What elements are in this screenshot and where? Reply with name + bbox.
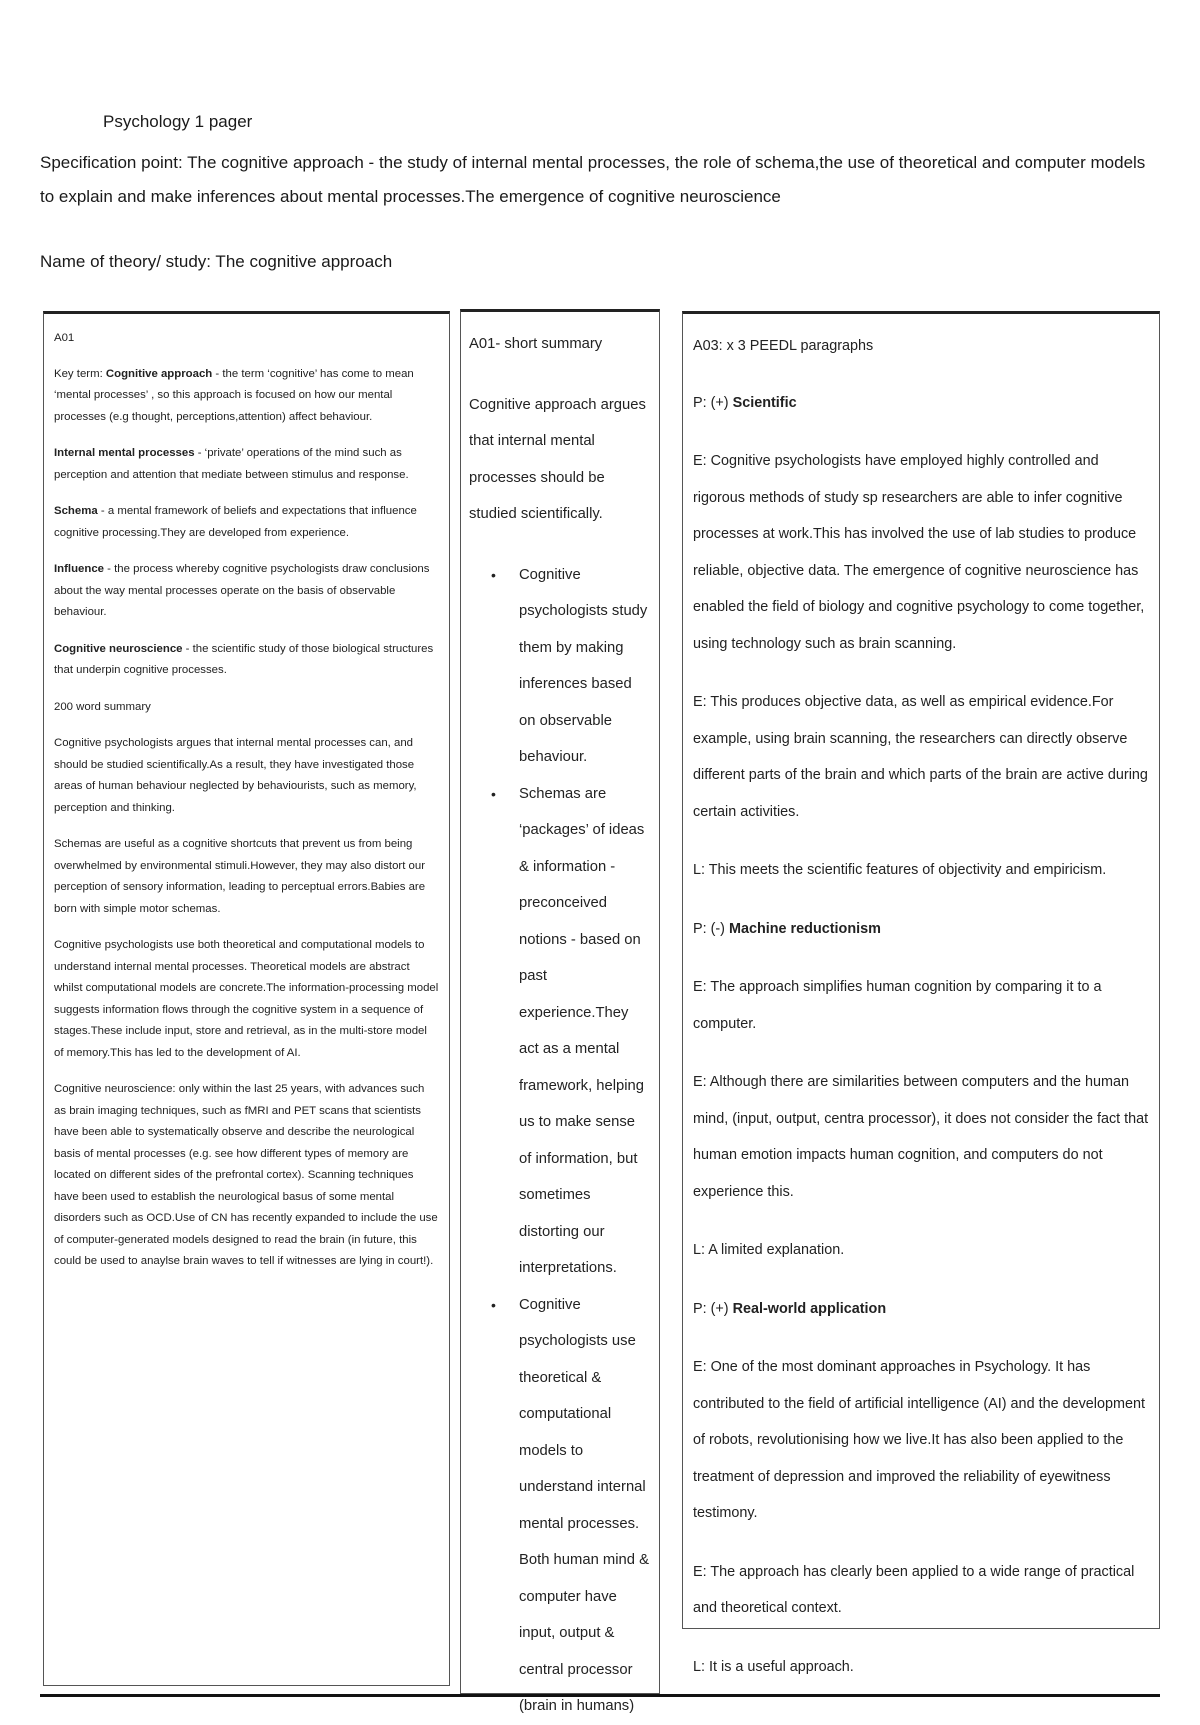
list-item <box>469 557 651 776</box>
short-summary-intro: Cognitive approach argues that internal mental processes should be studied scientifically. <box>469 396 646 522</box>
key-term-name: Schema <box>54 505 98 517</box>
key-term-cognitive-approach <box>54 364 439 429</box>
point-label: P: (-) <box>693 920 729 937</box>
bullet-icon: • <box>491 1296 496 1313</box>
key-term-name: Influence <box>54 563 105 575</box>
ao1-column <box>43 311 450 1686</box>
point-label: P: (+) <box>693 394 733 411</box>
key-term-internal-mental-processes <box>54 443 439 486</box>
key-term-influence <box>54 559 439 624</box>
summary-paragraph: Schemas are useful as a cognitive shortcuts that prevent us from being overwhelmed by environmental stimuli.However, they may also distort our perception of sensory information, leading to perceptual errors.Babies are born with simple motor schemas. <box>54 838 426 915</box>
short-summary-heading: A01- short summary <box>469 336 603 352</box>
list-item-text: Schemas are ‘packages’ of ideas & information - preconceived notions - based on past experience.They act as a mental framework, helping us to make sense of information, but sometimes distorting our interpretations. <box>519 785 645 1276</box>
summary-paragraph: Cognitive psychologists argues that internal mental processes can, and should be studied scientifically.As a result, they have investigated those areas of human behaviour neglected by behaviourists, such as memory, perception and thinking. <box>54 737 417 814</box>
explanation-paragraph: E: The approach has clearly been applied to a wide range of practical and theoretical context. <box>693 1563 1135 1616</box>
key-term-label: Key term: <box>54 367 106 380</box>
evidence-paragraph: E: The approach simplifies human cognition by comparing it to a computer. <box>693 979 1102 1032</box>
evidence-paragraph: E: One of the most dominant approaches in Psychology. It has contributed to the field of artificial intelligence (AI) and the development of robots, revolutionising how we live.It has also been applied to the treatment of depression and improved the reliability of eyewitness testimony. <box>693 1359 1145 1521</box>
link-paragraph: L: It is a useful approach. <box>693 1658 854 1675</box>
ao1-short-summary-column <box>460 309 660 1714</box>
list-item-text: Cognitive psychologists use theoretical & computational models to understand internal mental processes. Both human mind & computer have input, output & central processor (brain in humans) <box>519 1296 649 1714</box>
specification-point: Specification point: The cognitive approach - the study of internal mental processes, the role of schema,the use of theoretical and computer models to explain and make inferences about mental processes.The emergence of cognitive neuroscience <box>40 153 1146 206</box>
point-title: Scientific <box>732 394 797 411</box>
list-item <box>469 776 651 1287</box>
key-term-name: Internal mental processes <box>54 447 195 459</box>
bullet-icon: • <box>491 566 496 583</box>
point-heading <box>693 1291 1149 1328</box>
key-term-name: Cognitive neuroscience <box>54 642 183 655</box>
list-item <box>469 1287 651 1725</box>
list-item-text: Cognitive psychologists study them by making inferences based on observable behaviour. <box>519 566 648 765</box>
point-label: P: (+) <box>693 1300 733 1317</box>
point-heading <box>693 911 1149 948</box>
summary-paragraph: Cognitive neuroscience: only within the last 25 years, with advances such as brain imaging techniques, such as fMRI and PET scans that scientists have been able to systematically observe and describe the neurological basis of mental processes (e.g. see how different types of memory are located on different sides of the prefrontal cortex). Scanning techniques have been used to establish the neurological basus of some mental disorders such as OCD.Use of CN has recently expanded to include the use of computer-generated models designed to read the brain (in future, this could be used to anaylse brain waves to tell if witnesses are lying in court!). <box>54 1083 438 1267</box>
key-term-text: - a mental framework of beliefs and expectations that influence cognitive processing.They are developed from experience. <box>54 505 417 539</box>
bottom-divider <box>40 1694 1160 1697</box>
short-summary-list <box>469 557 651 1725</box>
key-term-text: - the process whereby cognitive psychologists draw conclusions about the way mental processes operate on the basis of observable behaviour. <box>54 563 430 618</box>
ao3-heading: A03: x 3 PEEDL paragraphs <box>693 338 874 354</box>
point-title: Real-world application <box>732 1300 887 1317</box>
ao1-heading: A01 <box>54 332 75 344</box>
summary-paragraph: Cognitive psychologists use both theoretical and computational models to understand internal mental processes. Theoretical models are abstract whilst computational models are concrete.The information-processing model suggests information flows through the cognitive system in a sequence of stages.These include input, store and retrieval, as in the multi-store model of memory.This has led to the development of AI. <box>54 939 439 1059</box>
point-title: Machine reductionism <box>728 920 881 937</box>
key-term-text: - the term ‘cognitive’ has come to mean ‘mental processes’ , so this approach is focused on how our mental processes (e.g thought, perceptions,attention) affect behaviour. <box>54 367 414 423</box>
bullet-icon: • <box>491 785 496 802</box>
summary-heading: 200 word summary <box>54 700 151 713</box>
explanation-paragraph: E: This produces objective data, as well as empirical evidence.For example, using brain scanning, the researchers can directly observe different parts of the brain and which parts of the brain are active during certain activities. <box>693 694 1148 820</box>
theory-name: Name of theory/ study: The cognitive approach <box>40 252 393 271</box>
key-term-text: - the scientific study of those biological structures that underpin cognitive processes. <box>54 642 434 676</box>
key-term-name: Cognitive approach <box>105 367 213 380</box>
document-title: Psychology 1 pager <box>103 112 253 131</box>
explanation-paragraph: E: Although there are similarities between computers and the human mind, (input, output, centra processor), it does not consider the fact that human emotion impacts human cognition, and computers do not experience this. <box>693 1074 1149 1200</box>
link-paragraph: L: This meets the scientific features of objectivity and empiricism. <box>693 862 1107 878</box>
evidence-paragraph: E: Cognitive psychologists have employed highly controlled and rigorous methods of study sp researchers are able to infer cognitive processes at work.This has involved the use of lab studies to produce reliable, objective data. The emergence of cognitive neuroscience has enabled the field of biology and cognitive psychology to come together, using technology such as brain scanning. <box>693 453 1145 652</box>
key-term-text: - ‘private’ operations of the mind such as perception and attention that mediate between stimulus and response. <box>54 447 409 481</box>
ao3-column <box>682 311 1160 1675</box>
point-heading <box>693 385 1149 422</box>
link-paragraph: L: A limited explanation. <box>693 1242 845 1258</box>
key-term-cognitive-neuroscience <box>54 639 439 682</box>
key-term-schema <box>54 501 439 544</box>
